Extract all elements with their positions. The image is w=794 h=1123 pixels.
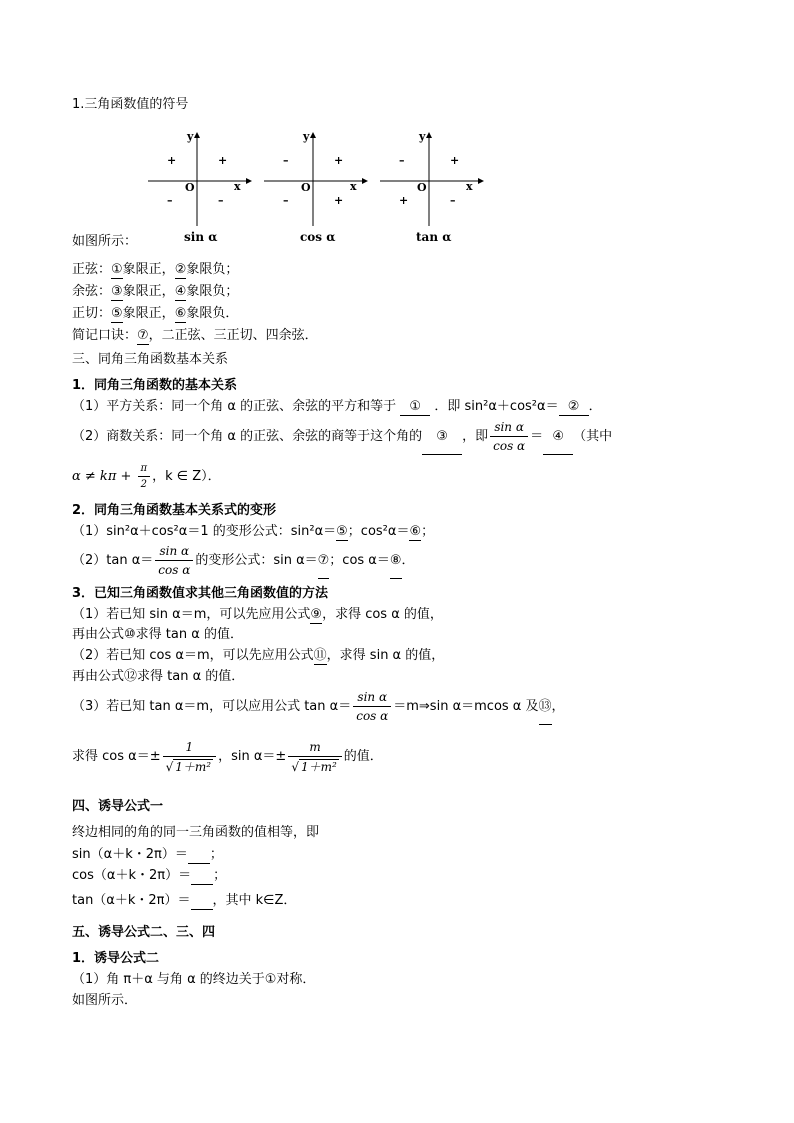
s3-2-title: 2．同角三角函数基本关系式的变形 <box>72 503 277 518</box>
figure-caption: sin α <box>184 230 218 244</box>
s3-3-case-2b: 再由公式⑫求得 tan α 的值． <box>72 669 245 684</box>
quadrant-4-sign: – <box>450 194 456 207</box>
quadrant-figure <box>264 128 399 244</box>
s3-1-quotient-relation: （2）商数关系：同一个角 α 的正弦、余弦的商等于这个角的 ③ ，即 $\frac{\text{sin α}}{\text{cos α}}$ ＝ ④ （其中 <box>72 420 613 453</box>
mnemonic-line: 简记口诀：⑦，二正弦、三正切、四余弦． <box>72 328 318 343</box>
s5-1-a: （1）角 π＋α 与角 α 的终边关于①对称． <box>72 972 316 987</box>
quadrant-3-sign: + <box>399 194 409 207</box>
figure-caption: tan α <box>416 230 452 244</box>
quadrant-1-sign: + <box>334 154 344 167</box>
y-axis-label: y <box>419 130 426 143</box>
section3-title: 三、同角三角函数基本关系 <box>72 352 229 367</box>
section4-title: 四、诱导公式一 <box>72 799 164 814</box>
y-axis-label: y <box>303 130 310 143</box>
quadrant-3-sign: – <box>167 194 173 207</box>
s5-1-title: 1．诱导公式二 <box>72 951 160 966</box>
quadrant-4-sign: – <box>218 194 224 207</box>
x-axis-label: x <box>466 180 473 193</box>
quadrant-3-sign: – <box>283 194 289 207</box>
origin-label: O <box>301 181 311 194</box>
quadrant-1-sign: + <box>218 154 228 167</box>
y-axis-label: y <box>187 130 194 143</box>
s3-3-case-1: （1）若已知 sin α＝m，可以先应用公式⑨，求得 cos α 的值， <box>72 607 443 622</box>
s3-3-case-2: （2）若已知 cos α＝m，可以先应用公式⑪，求得 sin α 的值， <box>72 648 445 663</box>
axes <box>148 128 283 228</box>
s4-intro: 终边相同的角的同一三角函数的值相等，即 <box>72 825 320 840</box>
s3-3-title: 3．已知三角函数值求其他三角函数值的方法 <box>72 586 329 601</box>
s3-1-condition: α ≠ kπ + $\frac{\pi}{2}$ ，k ∈ Z）． <box>72 463 221 490</box>
origin-label: O <box>417 181 427 194</box>
s3-3-result: 求得 cos α＝± $\frac{1}{\text{√ 1＋m²}}$ ，sin α＝± $\frac{m}{\text{√ 1＋m²}}$ 的值． <box>72 739 383 774</box>
s3-3-case-1b: 再由公式⑩求得 tan α 的值． <box>72 627 243 642</box>
sine-sign-line: 正弦：①象限正，②象限负； <box>72 262 239 277</box>
s3-1-square-relation: （1）平方关系：同一个角 α 的正弦、余弦的平方和等于 ① ．即 sin²α＋cos²α＝ ② ． <box>72 399 602 414</box>
axes <box>380 128 515 228</box>
s4-cos: cos（α＋k・2π）＝ ； <box>72 868 227 883</box>
s3-3-case-3: （3）若已知 tan α＝m，可以应用公式 tan α＝ $\frac{\text{sin α}}{\text{cos α}}$ ＝m⇒sin α＝mcos α 及⑬， <box>72 690 565 723</box>
s5-1-b: 如图所示． <box>72 993 138 1008</box>
s4-tan: tan（α＋k・2π）＝ ，其中 k∈Z． <box>72 893 297 908</box>
tan-sign-line: 正切：⑤象限正，⑥象限负． <box>72 306 239 321</box>
cos-sign-line: 余弦：③象限正，④象限负； <box>72 284 239 299</box>
quadrant-2-sign: – <box>399 154 405 167</box>
quadrant-4-sign: + <box>334 194 344 207</box>
s3-1-title: 1．同角三角函数的基本关系 <box>72 378 238 393</box>
axes <box>264 128 399 228</box>
as-shown-text: 如图所示： <box>72 234 138 249</box>
x-axis-label: x <box>350 180 357 193</box>
fraction-sin-over-cos: $\frac{\text{sin α}}{\text{cos α}}$ <box>490 420 528 453</box>
origin-label: O <box>185 181 195 194</box>
fraction-pi-over-2: $\frac{\pi}{2}$ <box>138 463 151 490</box>
heading-sign-of-trig: 1.三角函数值的符号 <box>72 97 189 112</box>
quadrant-figure <box>148 128 283 244</box>
s3-2-variant-1: （1）sin²α＋cos²α＝1 的变形公式：sin²α＝⑤；cos²α＝⑥； <box>72 524 435 539</box>
x-axis-label: x <box>234 180 241 193</box>
quadrant-2-sign: + <box>167 154 177 167</box>
s3-2-variant-2: （2）tan α＝ $\frac{\text{sin α}}{\text{cos α}}$ 的变形公式：sin α＝⑦；cos α＝⑧． <box>72 544 415 577</box>
quadrant-figure <box>380 128 515 244</box>
figure-caption: cos α <box>300 230 336 244</box>
quadrant-1-sign: + <box>450 154 460 167</box>
section5-title: 五、诱导公式二、三、四 <box>72 925 216 940</box>
quadrant-2-sign: – <box>283 154 289 167</box>
s4-sin: sin（α＋k・2π）＝ ； <box>72 847 223 862</box>
